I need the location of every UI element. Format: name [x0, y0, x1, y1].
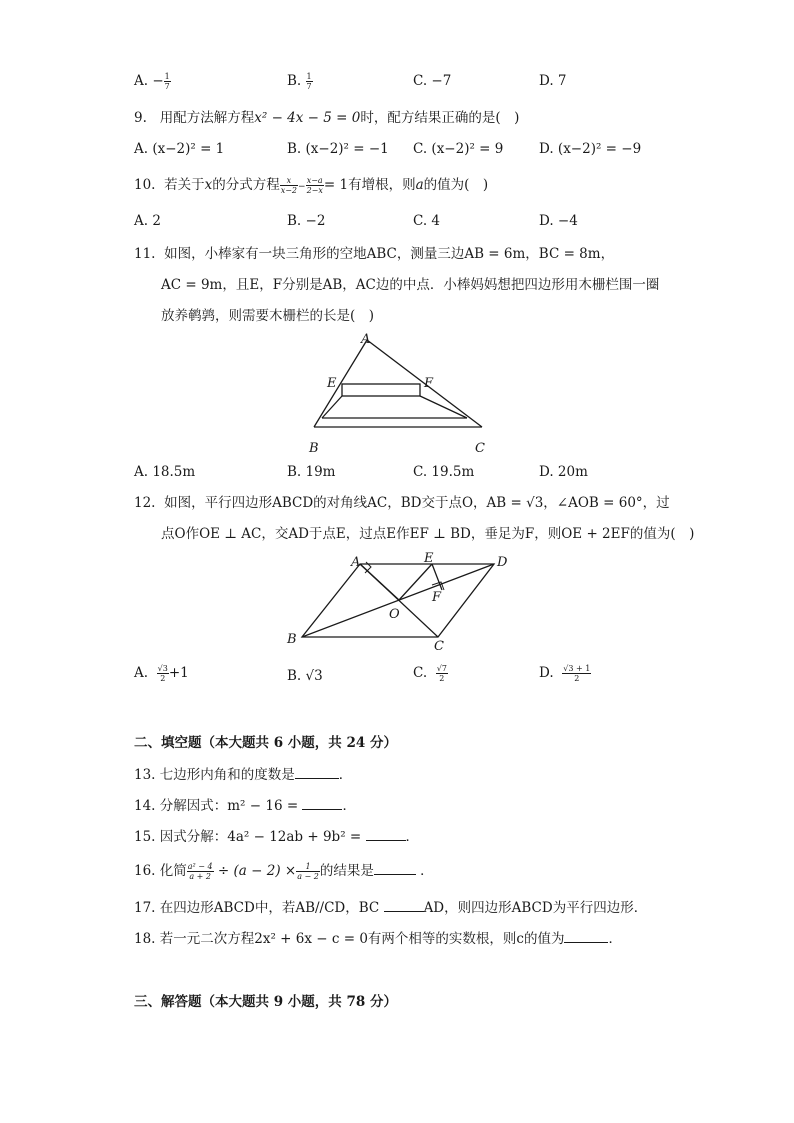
q8-option-a: A. − $\frac{1}{7}$ — [134, 72, 170, 91]
segment-oe — [399, 564, 432, 600]
q11-option-d: D. 20m — [539, 464, 588, 480]
question-9: 9. 用配方法解方程x² − 4x − 5 = 0时，配方结果正确的是( ) — [134, 110, 520, 126]
fence-ef-bar — [342, 384, 420, 396]
section-3-heading: 三、解答题（本大题共 9 小题，共 78 分） — [134, 994, 397, 1010]
label-a: A — [351, 555, 361, 570]
fence-inner-left — [322, 396, 342, 418]
label-b: B — [309, 441, 319, 456]
question-11-line1: 11. 如图，小棒家有一块三角形的空地ABC，测量三边AB = 6m，BC = 8m， — [134, 246, 615, 262]
q8-option-c: C. −7 — [413, 73, 452, 89]
q8-option-d: D. 7 — [539, 73, 567, 89]
q10-option-c: C. 4 — [413, 213, 441, 229]
q10-option-d: D. −4 — [539, 213, 578, 229]
question-11-line3: 放养鹌鹑，则需要木栅栏的长是( ) — [161, 308, 375, 324]
q8-option-b: B. $\frac{1}{7}$ — [287, 72, 312, 91]
label-c: C — [434, 639, 444, 654]
question-10: 10. 若关于x的分式方程 $\frac{x}{x-2}$ − $\frac{x-a}{2-x}$ = 1有增根，则a的值为( ) — [134, 176, 489, 195]
label-c: C — [475, 441, 485, 456]
q10-option-b: B. −2 — [287, 213, 326, 229]
question-12-line2: 点O作OE ⊥ AC，交AD于点E，过点E作EF ⊥ BD，垂足为F，则OE + 2EF的值为( ) — [161, 526, 695, 542]
label-f: F — [424, 376, 434, 391]
question-15: 15. 因式分解：4a² − 12ab + 9b² = ． — [134, 829, 420, 845]
q11-option-c: C. 19.5m — [413, 464, 475, 480]
question-13: 13. 七边形内角和的度数是 ． — [134, 767, 353, 783]
q9-option-b: B. (x−2)² = −1 — [287, 141, 389, 157]
q12-option-b: B. √3 — [287, 668, 323, 684]
label-e: E — [424, 551, 434, 566]
question-14: 14. 分解因式：m² − 16 = ． — [134, 798, 356, 814]
question-18: 18. 若一元二次方程2x² + 6x − c = 0有两个相等的实数根，则c的值为 ． — [134, 931, 622, 947]
q9-option-a: A. (x−2)² = 1 — [134, 141, 225, 157]
question-16: 16. 化简 $\frac{\text{a² − 4}}{a + 2}$ ÷ (a − 2) × $\frac{1}{a - 2}$ 的结果是 ． — [134, 862, 434, 881]
q9-option-c: C. (x−2)² = 9 — [413, 141, 504, 157]
q12-option-c: C. $\frac{√7}{2}$ — [413, 664, 447, 683]
label-b: B — [287, 632, 297, 647]
q11-option-b: B. 19m — [287, 464, 336, 480]
q11-option-a: A. 18.5m — [134, 464, 196, 480]
q12-option-a: A. $\frac{√3}{2}$ +1 — [134, 664, 189, 683]
question-11-line2: AC = 9m，且E，F分别是AB，AC边的中点．小棒妈妈想把四边形用木栅栏围一圈 — [161, 277, 660, 293]
fence-inner-right — [420, 396, 467, 418]
label-d: D — [497, 555, 508, 570]
question-12-line1: 12. 如图，平行四边形ABCD的对角线AC，BD交于点O，AB = √3，∠AOB = 60°，过 — [134, 495, 670, 511]
label-e: E — [327, 376, 337, 391]
q12-parallelogram-figure — [280, 548, 520, 654]
q11-triangle-figure — [300, 330, 500, 458]
question-17: 17. 在四边形ABCD中，若AB//CD，BC AD，则四边形ABCD为平行四边形． — [134, 900, 648, 916]
label-o: O — [389, 607, 400, 622]
q9-option-d: D. (x−2)² = −9 — [539, 141, 642, 157]
section-2-heading: 二、填空题（本大题共 6 小题，共 24 分） — [134, 735, 397, 751]
segment-ao — [360, 564, 399, 600]
q12-option-d: D. $\frac{√3 + 1}{2}$ — [539, 664, 591, 683]
label-f: F — [432, 590, 442, 605]
label-a: A — [361, 332, 371, 347]
q10-option-a: A. 2 — [134, 213, 161, 229]
